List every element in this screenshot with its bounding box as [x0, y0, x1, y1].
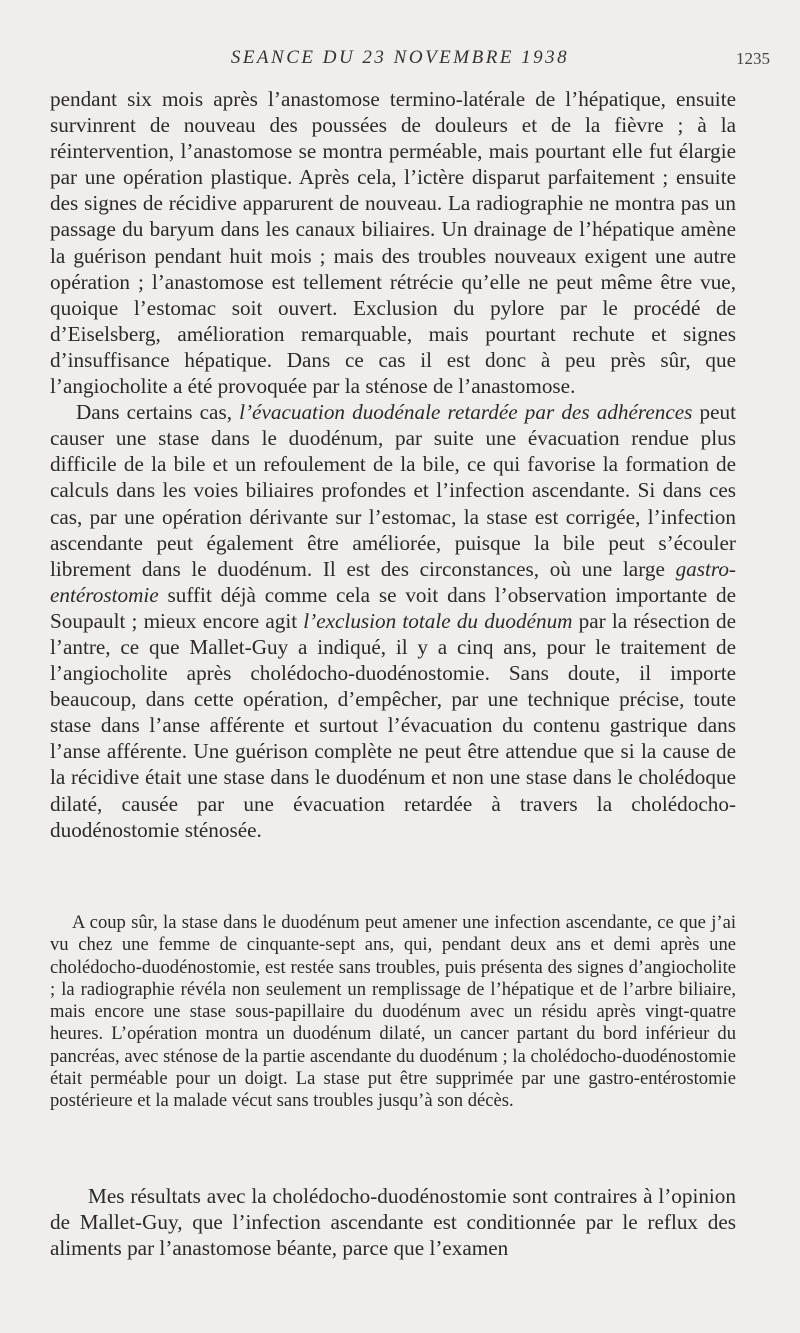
- emphasis-duodenal-exclusion: l’exclusion totale du duodénum: [303, 608, 573, 633]
- text-run: Dans certains cas,: [76, 400, 240, 425]
- running-title: SEANCE DU 23 NOVEMBRE 1938: [230, 47, 570, 68]
- paragraph-case-report: A coup sûr, la stase dans le duodénum peut amener une infection ascendante, ce que j’ai vu chez une femme de cinquante-sept ans, qui, pendant deux ans et demi après une cholédocho-duodénostomie, est restée sans troubles, puis présenta des signes d’angiocholite ; la radiographie révéla non seulement un remplissage de l’hépatique et de l’arbre biliaire, mais encore une stase sous-papillaire du duodénum avec un résidu après vingt-quatre heures. L’opération montra un duodénum dilaté, un cancer partant du bord inférieur du pancréas, avec sténose de la partie ascendante du duodénum ; la cholédocho-duodénostomie était perméable pour un doigt. La stase put être supprimée par une gastro-entérostomie postérieure et la malade vécut sans troubles jusqu’à son décès.: [50, 912, 736, 1112]
- main-text: [50, 86, 736, 843]
- page-header: [0, 47, 800, 77]
- paragraph-continuation: pendant six mois après l’anastomose termino-latérale de l’hépatique, ensuite survinrent de nouveau des poussées de douleurs et de la fièvre ; à la réintervention, l’anastomose se montra perméable, mais pourtant elle fut élargie par une opération plastique. Après cela, l’ictère disparut parfaitement ; ensuite des signes de récidive apparurent de nouveau. La radiographie ne montra pas un passage du baryum dans les canaux biliaires. Un drainage de l’hépatique amène la guérison pendant huit mois ; mais des troubles nouveaux exigent une autre opération ; l’anastomose est tellement rétrécie qu’elle ne peut même être vue, quoique l’estomac soit ouvert. Exclusion du pylore par le procédé de d’Eiselsberg, amélioration remarquable, mais pourtant rechute et signes d’insuffisance hépatique. Dans ce cas il est donc à peu près sûr, que l’angiocholite a été provoquée par la sténose de l’anastomose.: [50, 87, 736, 399]
- paragraph-results: Mes résultats avec la cholédocho-duodénostomie sont contraires à l’opinion de Mallet-Guy, que l’infection ascendante est conditionnée par le reflux des aliments par l’anastomose béante, parce que l’examen: [50, 1184, 736, 1261]
- text-run: peut causer une stase dans le duodénum, par suite une évacuation rendue plus difficile de la bile et un refoulement de la bile, ce qui favorise la formation de calculs dans les voies biliaires profondes et l’infection ascendante. Si dans ces cas, par une opération dérivante sur l’estomac, la stase est corrigée, l’infection ascendante peut également être améliorée, puisque la bile peut s’écouler librement dans le duodénum. Il est des circonstances, où une large: [50, 400, 736, 581]
- paragraph-duodenal-evacuation: [50, 399, 736, 843]
- results-text: [50, 1183, 736, 1261]
- text-run: par la résection de l’antre, ce que Mallet-Guy a indiqué, il y a cinq ans, pour le traitement de l’angiocholite après cholédocho-duodénostomie. Sans doute, il importe beaucoup, dans cette opération, d’empêcher, par une technique précise, toute stase dans l’anse afférente et surtout l’évacuation du contenu gastrique dans l’anse afférente. Une guérison complète ne peut être attendue que si la cause de la récidive était une stase dans le duodénum et non une stase dans le cholédoque dilaté, causée par une évacuation retardée à travers la cholédocho-duodénostomie sténosée.: [50, 608, 736, 842]
- emphasis-gastro-enterostomy: gastro-entérostomie: [50, 556, 736, 607]
- emphasis-duodenal-evacuation: l’évacuation duodénale retardée par des adhérences: [239, 400, 693, 425]
- page-number: 1235: [736, 49, 770, 68]
- case-report: [50, 912, 736, 1113]
- text-run: suffit déjà comme cela se voit dans l’observation importante de Soupault ; mieux encore agit: [50, 582, 736, 633]
